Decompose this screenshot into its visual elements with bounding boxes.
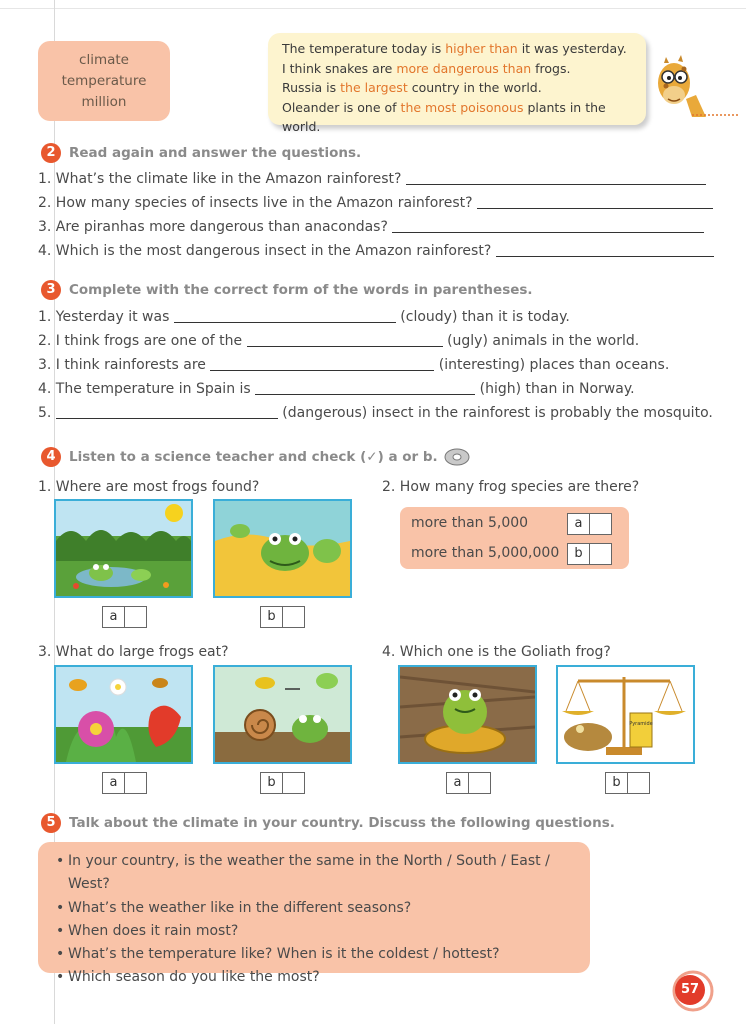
exercise-number-badge: 2 xyxy=(41,143,61,163)
exercise-2-heading xyxy=(41,143,361,163)
picture-frogs-pond xyxy=(213,499,352,598)
answer-blank[interactable] xyxy=(406,171,706,185)
answer-blank[interactable] xyxy=(255,381,475,395)
exercise-number-badge: 4 xyxy=(41,447,61,467)
answer-blank[interactable] xyxy=(210,357,434,371)
grammar-line: I think snakes are more dangerous than frogs. xyxy=(282,60,571,76)
grammar-box xyxy=(268,33,646,134)
picture-frogs-rainforest xyxy=(54,499,193,598)
list-item: • What’s the weather like in the different seasons? xyxy=(68,897,590,920)
picture-snail-insects xyxy=(213,665,352,764)
exercise-title: Talk about the climate in your country. Discuss the following questions. xyxy=(69,815,615,831)
page-number-badge xyxy=(672,969,716,1013)
word-box-word: climate xyxy=(79,52,129,68)
exercise-title: Complete with the correct form of the words in parentheses. xyxy=(69,282,533,298)
exercise-title: Read again and answer the questions. xyxy=(69,145,362,161)
option-a-text: more than 5,000 xyxy=(411,515,529,531)
question-3: 3. What do large frogs eat? xyxy=(38,644,229,660)
exercise-5-heading xyxy=(41,813,615,833)
scale-weight-label: Pyramide xyxy=(629,721,653,727)
sentence-line: 5. (dangerous) insect in the rainforest is probably the mosquito. xyxy=(38,405,713,421)
question-line: 4. Which is the most dangerous insect in the Amazon rainforest? xyxy=(38,243,714,259)
question-line: 1. What’s the climate like in the Amazon rainforest? xyxy=(38,171,706,187)
answer-blank[interactable] xyxy=(496,243,714,257)
word-box-word: million xyxy=(81,94,127,110)
option-b-text: more than 5,000,000 xyxy=(411,545,560,561)
answer-blank[interactable] xyxy=(392,219,704,233)
question-line: 3. Are piranhas more dangerous than anacondas? xyxy=(38,219,704,235)
sentence-line: 1. Yesterday it was (cloudy) than it is today. xyxy=(38,309,570,325)
exercise-number-badge: 5 xyxy=(41,813,61,833)
list-item: • When does it rain most? xyxy=(68,920,590,943)
grammar-line: The temperature today is higher than it was yesterday. xyxy=(282,41,627,56)
answer-checkbox[interactable]: a xyxy=(102,606,147,628)
cd-audio-icon[interactable] xyxy=(444,448,470,466)
picture-frog-on-scale xyxy=(556,665,695,764)
picture-flowers-insects xyxy=(54,665,193,764)
exercise-3-heading xyxy=(41,280,533,300)
exercise-title: Listen to a science teacher and check (✓) a or b. xyxy=(69,449,438,465)
list-item: • What’s the temperature like? When is it the coldest / hottest? xyxy=(68,943,590,966)
answer-checkbox[interactable]: b xyxy=(605,772,650,794)
answer-blank[interactable] xyxy=(56,405,278,419)
question-line: 2. How many species of insects live in the Amazon rainforest? xyxy=(38,195,713,211)
word-box-word: temperature xyxy=(61,73,147,89)
page-top-rule xyxy=(0,8,746,9)
grammar-line: Oleander is one of the most poisonous plants in the world. xyxy=(282,99,606,134)
question-4: 4. Which one is the Goliath frog? xyxy=(382,644,611,660)
sentence-line: 2. I think frogs are one of the (ugly) animals in the world. xyxy=(38,333,640,349)
answer-checkbox[interactable]: b xyxy=(260,606,305,628)
sentence-line: 4. The temperature in Spain is (high) than in Norway. xyxy=(38,381,635,397)
question-2: 2. How many frog species are there? xyxy=(382,479,640,495)
answer-blank[interactable] xyxy=(247,333,443,347)
exercise-number-badge: 3 xyxy=(41,280,61,300)
list-item: • Which season do you like the most? xyxy=(68,966,590,989)
discussion-questions xyxy=(38,842,590,986)
giraffe-mascot-icon xyxy=(652,55,738,117)
picture-frog-on-coin xyxy=(398,665,537,764)
answer-checkbox[interactable]: b xyxy=(260,772,305,794)
answer-blank[interactable] xyxy=(174,309,396,323)
word-box xyxy=(38,41,170,121)
question-1: 1. Where are most frogs found? xyxy=(38,479,260,495)
answer-checkbox[interactable]: a xyxy=(567,513,612,535)
list-item: • In your country, is the weather the same in the North / South / East / West? xyxy=(68,850,590,897)
exercise-4-heading xyxy=(41,447,470,467)
answer-checkbox[interactable]: a xyxy=(102,772,147,794)
answer-checkbox[interactable]: a xyxy=(446,772,491,794)
answer-blank[interactable] xyxy=(477,195,713,209)
page-number: 57 xyxy=(680,982,700,997)
answer-checkbox[interactable]: b xyxy=(567,543,612,565)
grammar-line: Russia is the largest country in the world. xyxy=(282,80,542,95)
sentence-line: 3. I think rainforests are (interesting) places than oceans. xyxy=(38,357,670,373)
